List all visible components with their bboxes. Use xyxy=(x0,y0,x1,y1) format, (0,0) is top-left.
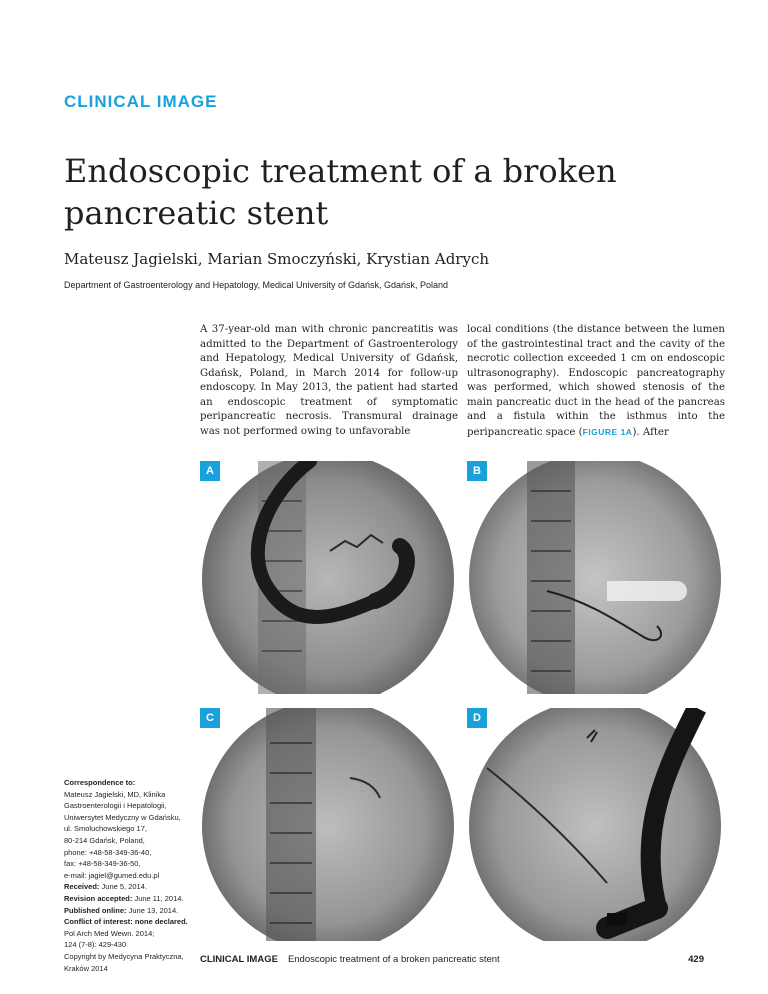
correspondence-heading: Correspondence to: xyxy=(64,778,136,787)
revision-line: Revision accepted: June 11, 2014. xyxy=(64,893,184,903)
body-text: local conditions (the distance between the lumen of the gastrointestinal tract and the cavity of the necrotic collection exceeded 1 cm on endoscopic ultrasonography). Endoscopic pancreatography was performed, which showed stenosis of the main pancreatic duct in the head of the pancreas and a fistula within the isthmus into the peripancreatic space ( xyxy=(467,324,725,438)
figure-panel-b xyxy=(467,461,723,694)
affiliation: Department of Gastroenterology and Hepatology, Medical University of Gdańsk, Gdańsk, Poland xyxy=(64,280,449,290)
fluoroscopy-image-icon xyxy=(467,461,723,694)
section-label: CLINICAL IMAGE xyxy=(64,92,218,111)
citation-line: Pol Arch Med Wewn. 2014; xyxy=(64,928,155,938)
footer-running-title: Endoscopic treatment of a broken pancreatic stent xyxy=(287,954,500,965)
panel-label-d: D xyxy=(467,708,487,728)
panel-label-b: B xyxy=(467,461,487,481)
conflict-line: Conflict of interest: none declared. xyxy=(64,917,188,927)
authors: Mateusz Jagielski, Marian Smoczyński, Krystian Adrych xyxy=(64,250,490,268)
published-line: Published online: June 13, 2014. xyxy=(64,905,179,915)
copyright-line: Kraków 2014 xyxy=(64,963,108,973)
correspondence-line: phone: +48-58-349-36-40, xyxy=(64,847,152,857)
fluoroscopy-image-icon xyxy=(467,708,723,941)
correspondence-line: ul. Smoluchowskiego 17, xyxy=(64,824,147,834)
correspondence-line: fax: +48-58-349-36-50, xyxy=(64,859,141,869)
footer-section-label: CLINICAL IMAGE xyxy=(200,954,278,965)
page-number: 429 xyxy=(688,954,704,965)
received-line: Received: June 5, 2014. xyxy=(64,882,147,892)
figure-panel-a xyxy=(200,461,456,694)
body-column-1: A 37-year-old man with chronic pancreatitis was admitted to the Department of Gastroenterology and Hepatology, Medical University of Gdańsk, Gdańsk, Poland, in March 2014 for follow-up endoscopy. In May 2013, the patient had started an endoscopic treatment of symptomatic peripancreatic necrosis. Transmural drainage was not performed owing to unfavorable xyxy=(200,324,458,437)
copyright-line: Copyright by Medycyna Praktyczna, xyxy=(64,951,184,961)
correspondence-block xyxy=(64,777,188,974)
figure-reference-link[interactable]: FIGURE 1A xyxy=(582,426,633,437)
body-text: ). After xyxy=(632,426,669,438)
figure-panel-d xyxy=(467,708,723,941)
correspondence-line: Mateusz Jagielski, MD, Klinika xyxy=(64,789,166,799)
figure-panel-c xyxy=(200,708,456,941)
correspondence-line: Uniwersytet Medyczny w Gdańsku, xyxy=(64,812,181,822)
fluoroscopy-image-icon xyxy=(200,708,456,941)
fluoroscopy-image-icon xyxy=(200,461,456,694)
correspondence-line: Gastroenterologii i Hepatologii, xyxy=(64,801,167,811)
body-column-2 xyxy=(467,323,725,440)
page-footer xyxy=(200,954,704,965)
correspondence-line: 80-214 Gdańsk, Poland, xyxy=(64,835,145,845)
panel-label-a: A xyxy=(200,461,220,481)
article-title: Endoscopic treatment of a broken pancreatic stent xyxy=(64,152,617,232)
panel-label-c: C xyxy=(200,708,220,728)
email-link[interactable]: e-mail: jagiel@gumed.edu.pl xyxy=(64,870,160,880)
citation-line: 124 (7-8): 429-430 xyxy=(64,940,127,950)
